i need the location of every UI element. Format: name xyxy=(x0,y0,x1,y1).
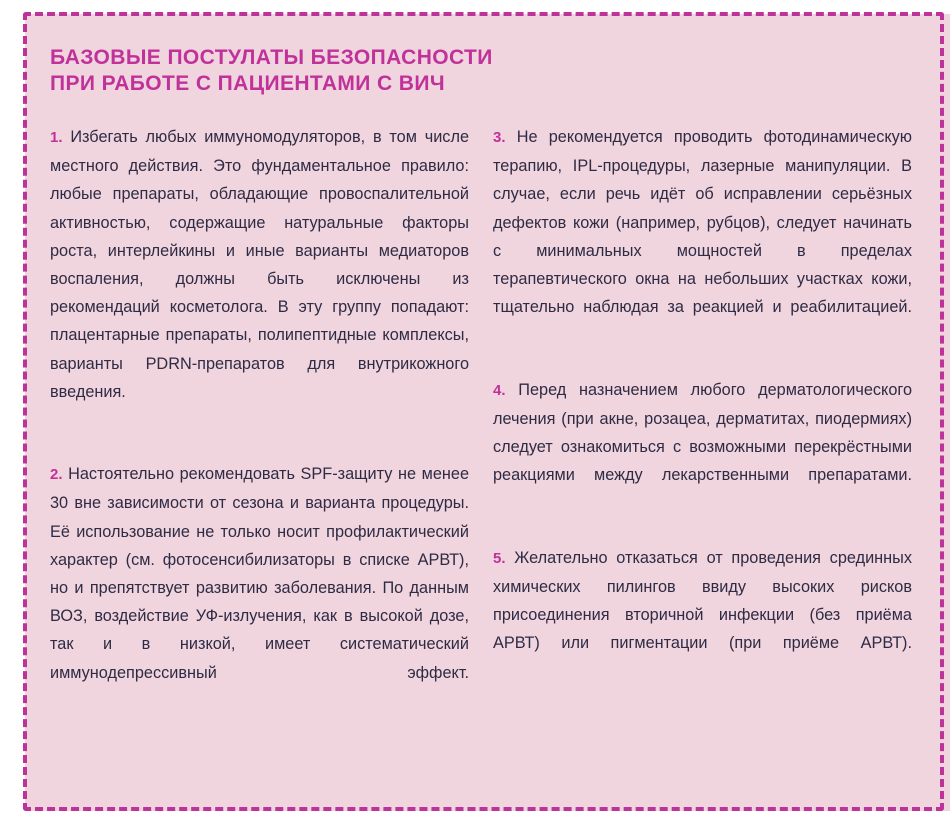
list-item-text: Перед назначением любого дерматологического лечения (при акне, розацеа, дерматитах, пиодермиях) следует ознакомиться с возможными перекрёстными реакциями между лекарственными препаратами. xyxy=(493,380,913,485)
list-item-number: 5. xyxy=(493,549,506,567)
right-column xyxy=(493,123,912,686)
list-item-number: 1. xyxy=(50,129,63,146)
list-item xyxy=(50,460,469,715)
page-title-line-1: БАЗОВЫЕ ПОСТУЛАТЫ БЕЗОПАСНОСТИ xyxy=(50,46,493,69)
list-item-text: Не рекомендуется проводить фотодинамическую терапию, IPL-процедуры, лазерные манипуляции. В случае, если речь идёт об исправлении серьёзных дефектов кожи (например, рубцов), следует начинать с минимальных мощностей в пределах терапевтического окна на небольших участках кожи, тщательно наблюдая за реакцией и реабилитацией. xyxy=(493,128,912,317)
list-item xyxy=(493,544,912,686)
list-item-text: Избегать любых иммуномодуляторов, в том числе местного действия. Это фундаментальное правило: любые препараты, обладающие провоспалительной активностью, содержащие натуральные факторы роста, интерлейкины и иные варианты медиаторов воспаления, должны быть исключены из рекомендаций косметолога. В эту группу попадают: плацентарные препараты, полипептидные комплексы, варианты PDRN-препаратов для внутрикожного введения. xyxy=(50,128,469,401)
list-item-number: 3. xyxy=(493,129,506,146)
left-column xyxy=(50,123,469,715)
list-item xyxy=(493,376,912,518)
poster-content xyxy=(50,45,912,715)
two-column-layout xyxy=(50,123,912,715)
list-item-number: 2. xyxy=(50,466,63,484)
list-item-text: Желательно отказаться от проведения срединных химических пилингов ввиду высоких рисков присоединения вторичной инфекции (без приёма АРВТ) или пигментации (при приёме АРВТ). xyxy=(493,548,912,653)
list-item xyxy=(50,123,469,434)
page-title xyxy=(50,45,912,97)
list-item-number: 4. xyxy=(493,381,506,399)
list-item xyxy=(493,123,912,350)
list-item-text: Настоятельно рекомендовать SPF-защиту не менее 30 вне зависимости от сезона и варианта процедуры. Её использование не только носит профилактический характер (см. фотосенсибилизаторы в списке АРВТ), но и препятствует развитию заболевания. По данным ВОЗ, воздействие УФ-излучения, как в высокой дозе, так и в низкой, имеет систематический иммунодепрессивный эффект. xyxy=(50,465,469,682)
page-title-line-2: ПРИ РАБОТЕ С ПАЦИЕНТАМИ С ВИЧ xyxy=(50,72,446,95)
